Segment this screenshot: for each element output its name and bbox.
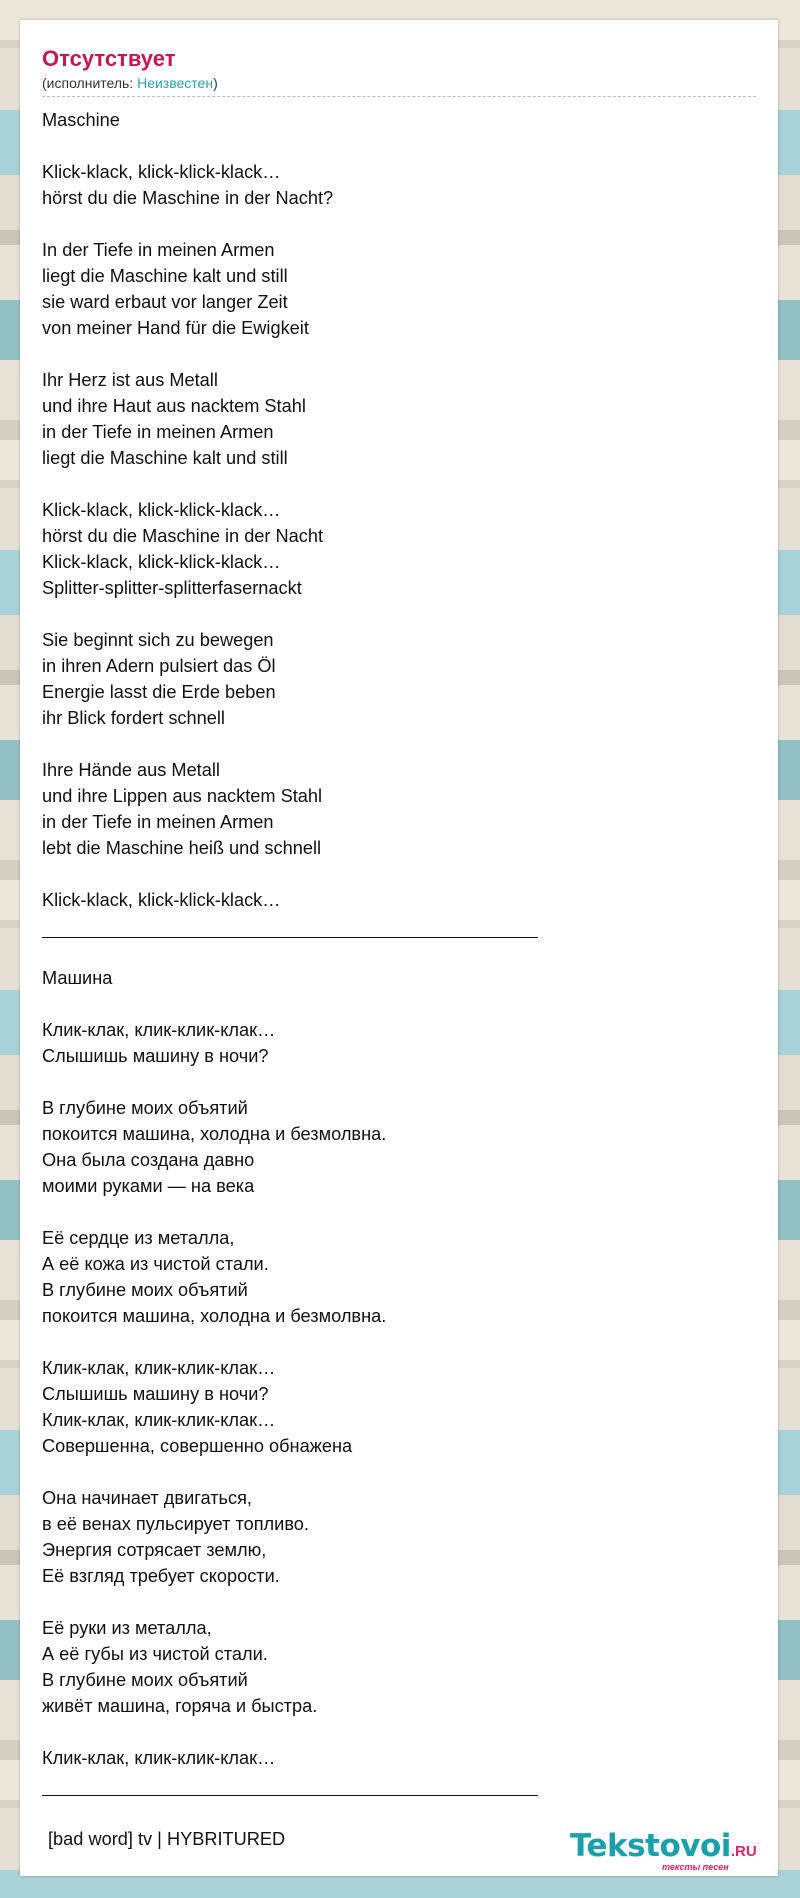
blank-line [42, 939, 642, 965]
blank-line [42, 731, 642, 757]
logo-domain: .RU [730, 1843, 757, 1860]
credit-line: [bad word] tv | HYBRITURED [48, 1829, 286, 1849]
lyric-line: liegt die Maschine kalt und still [42, 448, 288, 468]
blank-line [42, 341, 642, 367]
blank-line [42, 1069, 642, 1095]
lyric-line: Слышишь машину в ночи? [42, 1384, 269, 1404]
lyric-line: Клик-клак, клик-клик-клак… [42, 1358, 276, 1378]
blank-line [42, 1459, 642, 1485]
lyric-line: моими руками — на века [42, 1176, 255, 1196]
blank-line [42, 601, 642, 627]
lyric-line: Klick-klack, klick-klick-klack… [42, 890, 281, 910]
lyric-line: Слышишь машину в ночи? [42, 1046, 269, 1066]
song-title: Отсутствует [42, 46, 176, 71]
lyric-line: Машина [42, 968, 113, 988]
lyric-line: liegt die Maschine kalt und still [42, 266, 288, 286]
lyric-line: в её венах пульсирует топливо. [42, 1514, 309, 1534]
section-divider [42, 1771, 642, 1797]
blank-line [42, 861, 642, 887]
lyric-line: Её сердце из металла, [42, 1228, 235, 1248]
lyric-line: Energie lasst die Erde beben [42, 682, 276, 702]
lyric-line: von meiner Hand für die Ewigkeit [42, 318, 309, 338]
lyric-line: покоится машина, холодна и безмолвна. [42, 1124, 387, 1144]
lyric-line: In der Tiefe in meinen Armen [42, 240, 275, 260]
blank-line [42, 133, 642, 159]
blank-line [42, 1589, 642, 1615]
lyric-line: hörst du die Maschine in der Nacht? [42, 188, 334, 208]
lyric-line: hörst du die Maschine in der Nacht [42, 526, 324, 546]
lyric-line: in der Tiefe in meinen Armen [42, 422, 274, 442]
lyric-line: ihr Blick fordert schnell [42, 708, 225, 728]
lyric-line: in ihren Adern pulsiert das Öl [42, 656, 276, 676]
lyric-line: Она начинает двигаться, [42, 1488, 252, 1508]
lyric-line: Клик-клак, клик-клик-клак… [42, 1020, 276, 1040]
blank-line [42, 1329, 642, 1355]
lyrics-text [42, 107, 642, 1797]
logo-wordmark: Tekstovoi [570, 1828, 731, 1864]
lyric-line: Sie beginnt sich zu bewegen [42, 630, 274, 650]
lyric-line: А её губы из чистой стали. [42, 1644, 268, 1664]
blank-line [42, 211, 642, 237]
lyric-line: Клик-клак, клик-клик-клак… [42, 1748, 276, 1768]
lyric-line: Ihre Hände aus Metall [42, 760, 220, 780]
section-divider [42, 913, 642, 939]
artist-prefix: (исполнитель: [42, 75, 138, 91]
song-header [42, 44, 756, 97]
blank-line [42, 471, 642, 497]
lyric-line: Klick-klack, klick-klick-klack… [42, 500, 281, 520]
lyric-line: Она была создана давно [42, 1150, 255, 1170]
lyric-line: Klick-klack, klick-klick-klack… [42, 162, 281, 182]
lyric-line: В глубине моих объятий [42, 1280, 248, 1300]
logo-tagline: тексты песен [662, 1862, 729, 1872]
lyric-line: und ihre Lippen aus nacktem Stahl [42, 786, 323, 806]
lyric-line: und ihre Haut aus nacktem Stahl [42, 396, 306, 416]
lyric-line: Энергия сотрясает землю, [42, 1540, 267, 1560]
blank-line [42, 1719, 642, 1745]
lyric-line: Её взгляд требует скорости. [42, 1566, 280, 1586]
lyric-line: in der Tiefe in meinen Armen [42, 812, 274, 832]
lyric-line: Maschine [42, 110, 120, 130]
lyric-line: Splitter-splitter-splitterfasernackt [42, 578, 302, 598]
blank-line [42, 1199, 642, 1225]
lyric-line: Клик-клак, клик-клик-клак… [42, 1410, 276, 1430]
lyric-line: Совершенна, совершенно обнажена [42, 1436, 353, 1456]
artist-line [42, 74, 756, 97]
lyric-line: В глубине моих объятий [42, 1098, 248, 1118]
lyric-line: Klick-klack, klick-klick-klack… [42, 552, 281, 572]
lyric-line: Ihr Herz ist aus Metall [42, 370, 218, 390]
artist-link[interactable]: Неизвестен [137, 75, 214, 91]
lyric-line: В глубине моих объятий [42, 1670, 248, 1690]
lyric-line: lebt die Maschine heiß und schnell [42, 838, 322, 858]
lyric-line: Её руки из металла, [42, 1618, 212, 1638]
lyric-line: А её кожа из чистой стали. [42, 1254, 269, 1274]
blank-line [42, 991, 642, 1017]
lyric-line: покоится машина, холодна и безмолвна. [42, 1306, 387, 1326]
lyrics-card [20, 20, 778, 1876]
site-logo[interactable] [570, 1828, 780, 1878]
lyric-line: живёт машина, горяча и быстра. [42, 1696, 318, 1716]
lyric-line: sie ward erbaut vor langer Zeit [42, 292, 288, 312]
artist-suffix: ) [213, 75, 218, 91]
